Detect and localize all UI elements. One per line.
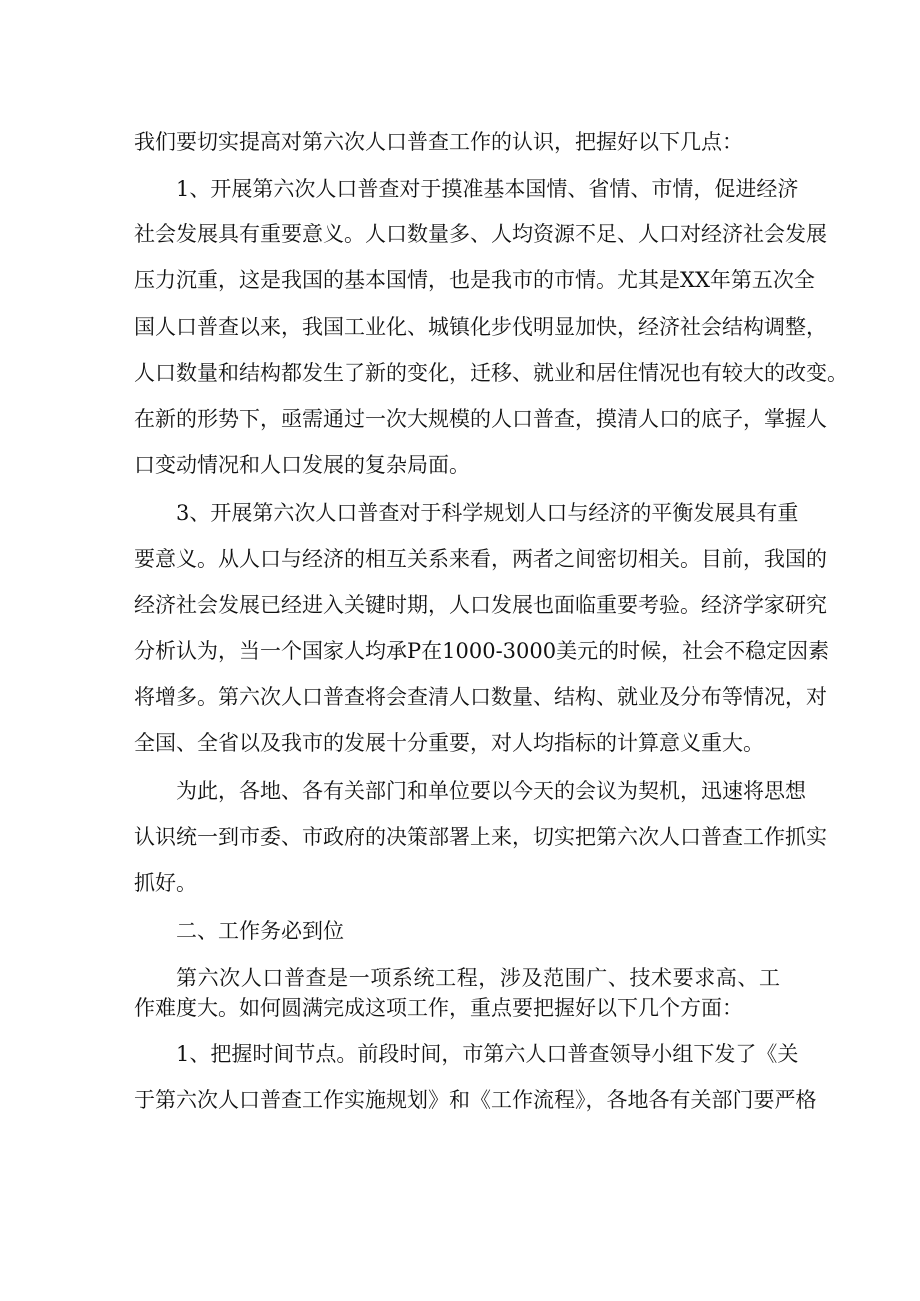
text-line-14: 全国、全省以及我市的发展十分重要，对人均指标的计算意义重大。 xyxy=(134,731,764,755)
text-line-21: 1、把握时间节点。前段时间，市第六人口普查领导小组下发了《关 xyxy=(176,1042,799,1066)
text-line-12: 分析认为，当一个国家人均承P在1000-3000美元的时候，社会不稳定因素 xyxy=(134,639,830,663)
text-line-17: 抓好。 xyxy=(134,871,197,895)
text-line-3: 社会发展具有重要意义。人口数量多、人均资源不足、人口对经济社会发展 xyxy=(134,222,827,246)
text-line-7: 在新的形势下，亟需通过一次大规模的人口普查，摸清人口的底子，掌握人 xyxy=(134,407,827,431)
text-line-4: 压力沉重，这是我国的基本国情，也是我市的市情。尤其是XX年第五次全 xyxy=(134,268,815,292)
text-line-1: 我们要切实提高对第六次人口普查工作的认识，把握好以下几点： xyxy=(134,130,743,154)
text-line-2: 1、开展第六次人口普查对于摸准基本国情、省情、市情，促进经济 xyxy=(176,177,799,201)
text-line-19: 第六次人口普查是一项系统工程，涉及范围广、技术要求高、工 xyxy=(176,966,780,990)
text-line-11: 经济社会发展已经进入关键时期，人口发展也面临重要考验。经济学家研究 xyxy=(134,593,827,617)
text-line-6: 人口数量和结构都发生了新的变化，迁移、就业和居住情况也有较大的改变。 xyxy=(134,361,848,385)
text-line-9: 3、开展第六次人口普查对于科学规划人口与经济的平衡发展具有重 xyxy=(176,501,799,525)
section-heading: 二、工作务必到位 xyxy=(176,919,344,943)
text-line-16: 认识统一到市委、市政府的决策部署上来，切实把第六次人口普查工作抓实 xyxy=(134,825,827,849)
text-line-10: 要意义。从人口与经济的相互关系来看，两者之间密切相关。目前，我国的 xyxy=(134,547,827,571)
text-line-13: 将增多。第六次人口普查将会查清人口数量、结构、就业及分布等情况，对 xyxy=(134,685,827,709)
text-line-20: 作难度大。如何圆满完成这项工作，重点要把握好以下几个方面： xyxy=(134,996,743,1020)
text-line-22: 于第六次人口普查工作实施规划》和《工作流程》，各地各有关部门要严格 xyxy=(134,1088,817,1112)
text-line-5: 国人口普查以来，我国工业化、城镇化步伐明显加快，经济社会结构调整， xyxy=(134,315,827,339)
text-line-8: 口变动情况和人口发展的复杂局面。 xyxy=(134,453,470,477)
text-line-15: 为此，各地、各有关部门和单位要以今天的会议为契机，迅速将思想 xyxy=(176,779,806,803)
